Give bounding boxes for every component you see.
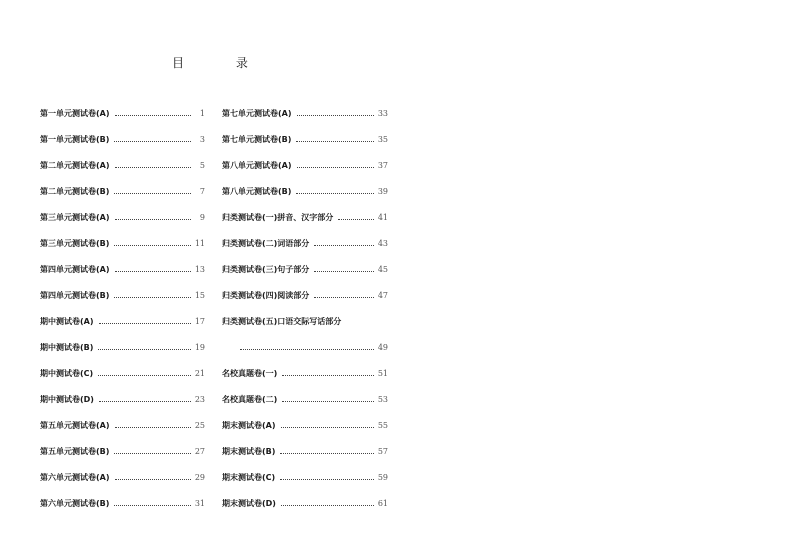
toc-entry-page: 9	[199, 212, 205, 222]
toc-entry	[40, 308, 205, 334]
toc-dot-leader	[314, 245, 374, 246]
toc-entry	[222, 412, 388, 438]
toc-entry-label: 第四单元测试卷(A)	[40, 264, 110, 274]
toc-dot-leader	[115, 427, 191, 428]
toc-entry-page: 11	[194, 238, 205, 248]
toc-entry-page: 37	[377, 160, 388, 170]
toc-entry	[222, 204, 388, 230]
toc-entry-page: 23	[194, 394, 205, 404]
toc-entry	[40, 282, 205, 308]
toc-entry-page: 15	[194, 290, 205, 300]
toc-entry-page: 21	[194, 368, 205, 378]
toc-dot-leader	[281, 427, 374, 428]
toc-entry-label: 第三单元测试卷(A)	[40, 212, 110, 222]
toc-entry	[40, 178, 205, 204]
toc-dot-leader	[114, 453, 190, 454]
toc-entry	[40, 204, 205, 230]
toc-entry-label: 第一单元测试卷(B)	[40, 134, 110, 144]
toc-entry	[222, 386, 388, 412]
toc-entry-label: 第一单元测试卷(A)	[40, 108, 110, 118]
toc-dot-leader	[114, 245, 190, 246]
toc-entry-page: 7	[199, 186, 205, 196]
toc-entry-page: 61	[377, 498, 388, 508]
toc-entry-label: 归类测试卷(二)词语部分	[222, 238, 310, 248]
toc-entry	[40, 490, 205, 516]
toc-dot-leader	[114, 505, 190, 506]
toc-entry-label: 第六单元测试卷(B)	[40, 498, 110, 508]
toc-entry-label: 第六单元测试卷(A)	[40, 472, 110, 482]
toc-dot-leader	[98, 349, 190, 350]
toc-entry-page: 25	[194, 420, 205, 430]
toc-entry-label: 期末测试卷(A)	[222, 420, 276, 430]
toc-entry-page: 59	[377, 472, 388, 482]
toc-entry	[222, 152, 388, 178]
toc-entry	[40, 360, 205, 386]
toc-dot-leader	[115, 115, 191, 116]
toc-dot-leader	[98, 375, 191, 376]
toc-entry-label: 期中测试卷(D)	[40, 394, 94, 404]
toc-entry-label: 期末测试卷(C)	[222, 472, 276, 482]
toc-dot-leader	[282, 401, 374, 402]
toc-dot-leader	[338, 219, 374, 220]
toc-entry	[40, 438, 205, 464]
toc-left-column	[40, 100, 205, 516]
toc-entry-page: 57	[377, 446, 388, 456]
toc-dot-leader	[99, 323, 191, 324]
toc-entry-label: 第八单元测试卷(A)	[222, 160, 292, 170]
toc-entry	[222, 464, 388, 490]
toc-dot-leader	[115, 167, 191, 168]
toc-entry	[40, 464, 205, 490]
toc-entry-page: 47	[377, 290, 388, 300]
toc-dot-leader	[115, 219, 191, 220]
toc-entry-label: 第三单元测试卷(B)	[40, 238, 110, 248]
toc-entry	[222, 490, 388, 516]
toc-entry-page: 41	[377, 212, 388, 222]
toc-entry	[222, 334, 388, 360]
toc-dot-leader	[99, 401, 191, 402]
toc-entry-page: 39	[377, 186, 388, 196]
toc-entry-page: 13	[194, 264, 205, 274]
toc-entry	[40, 230, 205, 256]
toc-entry-label: 归类测试卷(五)口语交际写话部分	[222, 316, 342, 326]
toc-entry-page: 53	[377, 394, 388, 404]
toc-entry-label: 期末测试卷(B)	[222, 446, 276, 456]
toc-entry-label: 期中测试卷(C)	[40, 368, 94, 378]
toc-entry	[222, 230, 388, 256]
toc-dot-leader	[297, 167, 374, 168]
toc-entry	[40, 152, 205, 178]
toc-entry-page: 43	[377, 238, 388, 248]
toc-entry-label: 第四单元测试卷(B)	[40, 290, 110, 300]
toc-dot-leader	[114, 141, 191, 142]
toc-entry-label: 第五单元测试卷(B)	[40, 446, 110, 456]
toc-entry	[222, 126, 388, 152]
toc-entry-page: 49	[377, 342, 388, 352]
toc-entry-label: 期末测试卷(D)	[222, 498, 276, 508]
toc-entry	[222, 282, 388, 308]
toc-entry-label: 归类测试卷(一)拼音、汉字部分	[222, 212, 334, 222]
toc-dot-leader	[282, 375, 374, 376]
toc-entry	[222, 360, 388, 386]
toc-dot-leader	[114, 297, 190, 298]
toc-entry-label: 第八单元测试卷(B)	[222, 186, 292, 196]
toc-entry-page: 45	[377, 264, 388, 274]
toc-entry	[222, 100, 388, 126]
toc-entry	[40, 412, 205, 438]
toc-dot-leader	[280, 479, 374, 480]
toc-dot-leader	[314, 297, 374, 298]
toc-entry	[222, 308, 388, 334]
toc-entry-page: 55	[377, 420, 388, 430]
toc-dot-leader	[296, 141, 373, 142]
toc-dot-leader	[114, 193, 191, 194]
toc-dot-leader	[297, 115, 374, 116]
toc-entry-label: 名校真题卷(一)	[222, 368, 278, 378]
toc-entry-page: 51	[377, 368, 388, 378]
toc-title: 目 录	[172, 56, 272, 70]
toc-entry-page: 3	[199, 134, 205, 144]
toc-entry-page: 31	[194, 498, 205, 508]
toc-entry-page: 1	[199, 108, 205, 118]
toc-dot-leader	[240, 349, 374, 350]
toc-entry	[40, 126, 205, 152]
toc-entry-label: 第七单元测试卷(B)	[222, 134, 292, 144]
toc-entry-label: 期中测试卷(A)	[40, 316, 94, 326]
toc-entry-label: 第二单元测试卷(B)	[40, 186, 110, 196]
toc-entry-page: 35	[377, 134, 388, 144]
toc-entry	[40, 256, 205, 282]
toc-entry	[40, 334, 205, 360]
toc-dot-leader	[281, 505, 374, 506]
toc-entry-label: 归类测试卷(三)句子部分	[222, 264, 310, 274]
toc-entry-label: 第七单元测试卷(A)	[222, 108, 292, 118]
toc-dot-leader	[115, 479, 191, 480]
toc-entry	[222, 256, 388, 282]
toc-entry-page: 5	[199, 160, 205, 170]
toc-dot-leader	[314, 271, 374, 272]
toc-entry	[40, 386, 205, 412]
toc-entry-label: 第五单元测试卷(A)	[40, 420, 110, 430]
toc-entry-label: 归类测试卷(四)阅读部分	[222, 290, 310, 300]
toc-entry-page: 27	[194, 446, 205, 456]
toc-entry	[40, 100, 205, 126]
toc-entry-label: 名校真题卷(二)	[222, 394, 278, 404]
toc-entry-page: 17	[194, 316, 205, 326]
toc-entry-page: 19	[194, 342, 205, 352]
toc-entry	[222, 178, 388, 204]
toc-right-column	[222, 100, 388, 516]
toc-entry-page: 33	[377, 108, 388, 118]
toc-dot-leader	[280, 453, 373, 454]
toc-entry-label: 期中测试卷(B)	[40, 342, 94, 352]
toc-entry-label: 第二单元测试卷(A)	[40, 160, 110, 170]
toc-entry-page: 29	[194, 472, 205, 482]
toc-dot-leader	[115, 271, 191, 272]
toc-entry	[222, 438, 388, 464]
toc-dot-leader	[296, 193, 373, 194]
